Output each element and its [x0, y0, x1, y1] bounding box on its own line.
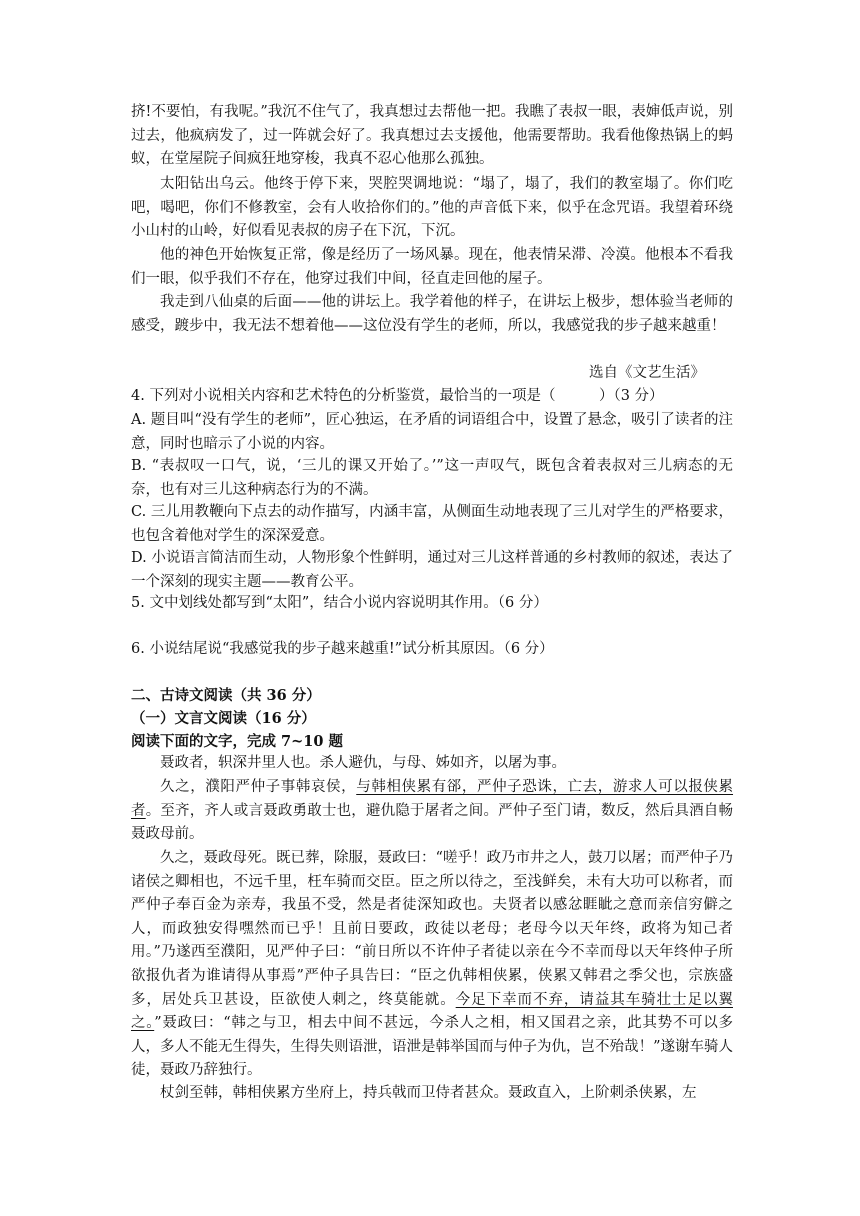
- question-4: 4. 下列对小说相关内容和艺术特色的分析鉴赏，最恰当的一项是（ ）（3 分）: [131, 388, 664, 404]
- option-c: C. 三儿用教鞭向下点去的动作描写，内涵丰富，从侧面生动地表现了三儿对学生的严格要求，也包含着他对学生的深深爱意。: [131, 504, 733, 544]
- option-b: B. “表叔叹一口气，说，‘三儿的课又开始了。’”这一声叹气，既包含着表叔对三儿病态的无奈，也有对三儿这种病态行为的不满。: [131, 458, 733, 498]
- story-paragraph-4: 我走到八仙桌的后面——他的讲坛上。我学着他的样子，在讲坛上极步，想体验当老师的感受，踱步中，我无法不想着他——这位没有学生的老师，所以，我感觉我的步子越来越重！: [131, 294, 733, 334]
- question-5: 5. 文中划线处都写到“太阳”，结合小说内容说明其作用。（6 分）: [131, 595, 548, 611]
- story-paragraph-3: 他的神色开始恢复正常，像是经历了一场风暴。现在，他表情呆滞、冷漠。他根本不看我们一眼，似乎我们不存在，他穿过我们中间，径直走回他的屋子。: [131, 247, 733, 287]
- section-2-subheading: （一）文言文阅读（16 分）: [131, 710, 316, 727]
- underlined-sentence-1: 与韩相侠累有郤，严仲子恐诛，亡去，游求人可以报侠累者: [131, 779, 734, 819]
- classical-paragraph-4: 杖剑至韩，韩相侠累方坐府上，持兵戟而卫侍者甚众。聂政直入，上阶刺杀侠累，左: [160, 1085, 697, 1101]
- underlined-sentence-2: 今足下幸而不弃，请益其车骑壮士足以翼之。: [131, 991, 733, 1032]
- story-paragraph-2: 太阳钻出乌云。他终于停下来，哭腔哭调地说：“塌了，塌了，我们的教室塌了。你们吃吧，喝吧，你们不修教室，会有人收拾你们的。”他的声音低下来，似乎在念咒语。我望着环绕小山村的山岭，好似看见表叔的房子在下沉，下沉。: [131, 176, 733, 240]
- classical-p2-text-a: 久之，濮阳严仲子事韩哀侯，: [160, 779, 357, 795]
- question-6: 6. 小说结尾说“我感觉我的步子越来越重!”试分析其原因。（6 分）: [131, 641, 554, 657]
- classical-p3-text-b: ”聂政曰：“韩之与卫，相去中间不甚远，今杀人之相，相又国君之亲，此其势不可以多人，多人不能无生得失，生得失则语泄，语泄是韩举国而与仲子为仇，岂不殆哉！”遂谢车骑人徒，聂政乃辞独行。: [131, 1015, 734, 1079]
- source-note: 选自《文艺生活》: [589, 365, 705, 381]
- reading-instruction: 阅读下面的文字，完成 7~10 题: [131, 733, 344, 750]
- section-2-heading: 二、古诗文阅读（共 36 分）: [131, 687, 321, 704]
- option-d: D. 小说语言简洁而生动，人物形象个性鲜明，通过对三儿这样普通的乡村教师的叙述，表达了一个深刻的现实主题——教育公平。: [131, 550, 733, 590]
- classical-p3-text-a: 久之，聂政母死。既已葬，除服，聂政曰：“嗟乎！政乃市井之人，鼓刀以屠；而严仲子乃诸侯之卿相也，不远千里，枉车骑而交臣。臣之所以待之，至浅鲜矣，未有大功可以称者，而严仲子奉百金为亲寿，我虽不受，然是者徒深知政也。夫贤者以感忿睚眦之意而亲信穷僻之人，而政独安得嘿然而已乎！且前日要政，政徒以老母；老母今以天年终，政将为知己者用。”乃遂西至濮阳，见严仲子曰：“前日所以不许仲子者徒以亲在今不幸而母以天年终仲子所欲报仇者为谁请得从事焉”严仲子具告曰：“臣之仇韩相侠累，侠累又韩君之季父也，宗族盛多，居处兵卫甚设，臣欲使人刺之，终莫能就。: [131, 850, 733, 1008]
- classical-paragraph-3: [131, 847, 733, 1083]
- story-paragraph-1: 挤!不要怕，有我呢。”我沉不住气了，我真想过去帮他一把。我瞧了表叔一眼，表婶低声说，别过去，他疯病发了，过一阵就会好了。我真想过去支援他，他需要帮助。我看他像热锅上的蚂蚁，在堂屋院子间疯狂地穿梭，我真不忍心他那么孤独。: [131, 104, 733, 168]
- classical-paragraph-2: [131, 776, 733, 847]
- classical-paragraph-1: 聂政者，轵深井里人也。杀人避仇，与母、姊如齐，以屠为事。: [160, 755, 566, 771]
- classical-p2-text-b: 。至齐，齐人或言聂政勇敢士也，避仇隐于屠者之间。严仲子至门请，数反，然后具酒自畅聂政母前。: [131, 802, 733, 843]
- option-a: A. 题目叫“没有学生的老师”，匠心独运，在矛盾的词语组合中，设置了悬念，吸引了读者的注意，同时也暗示了小说的内容。: [131, 412, 733, 452]
